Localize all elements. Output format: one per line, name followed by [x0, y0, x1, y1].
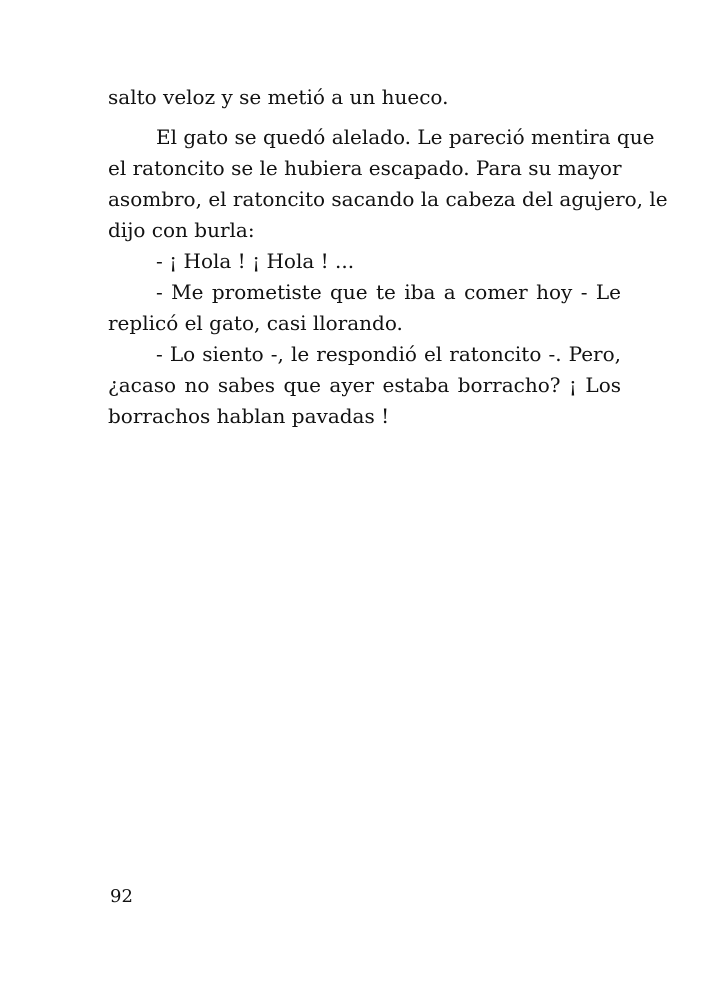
text-line: borrachos hablan pavadas ! — [108, 404, 390, 428]
page-number: 92 — [110, 886, 133, 907]
text-line: - ¡ Hola ! ¡ Hola ! ... — [156, 249, 355, 273]
text-line: salto veloz y se metió a un hueco. — [108, 85, 449, 109]
text-line: - Me prometiste que te iba a comer hoy - Le — [156, 280, 621, 304]
text-line: dijo con burla: — [108, 218, 255, 242]
text-line: - Lo siento -, le respondió el ratoncito -. Pero, — [156, 342, 621, 366]
body-text — [108, 82, 668, 432]
text-line: ¿acaso no sabes que ayer estaba borracho? ¡ Los — [108, 373, 621, 397]
text-line: asombro, el ratoncito sacando la cabeza del agujero, le — [108, 187, 668, 211]
text-line: replicó el gato, casi llorando. — [108, 311, 403, 335]
text-line: el ratoncito se le hubiera escapado. Para su mayor — [108, 156, 622, 180]
text-line: El gato se quedó alelado. Le pareció mentira que — [156, 125, 655, 149]
